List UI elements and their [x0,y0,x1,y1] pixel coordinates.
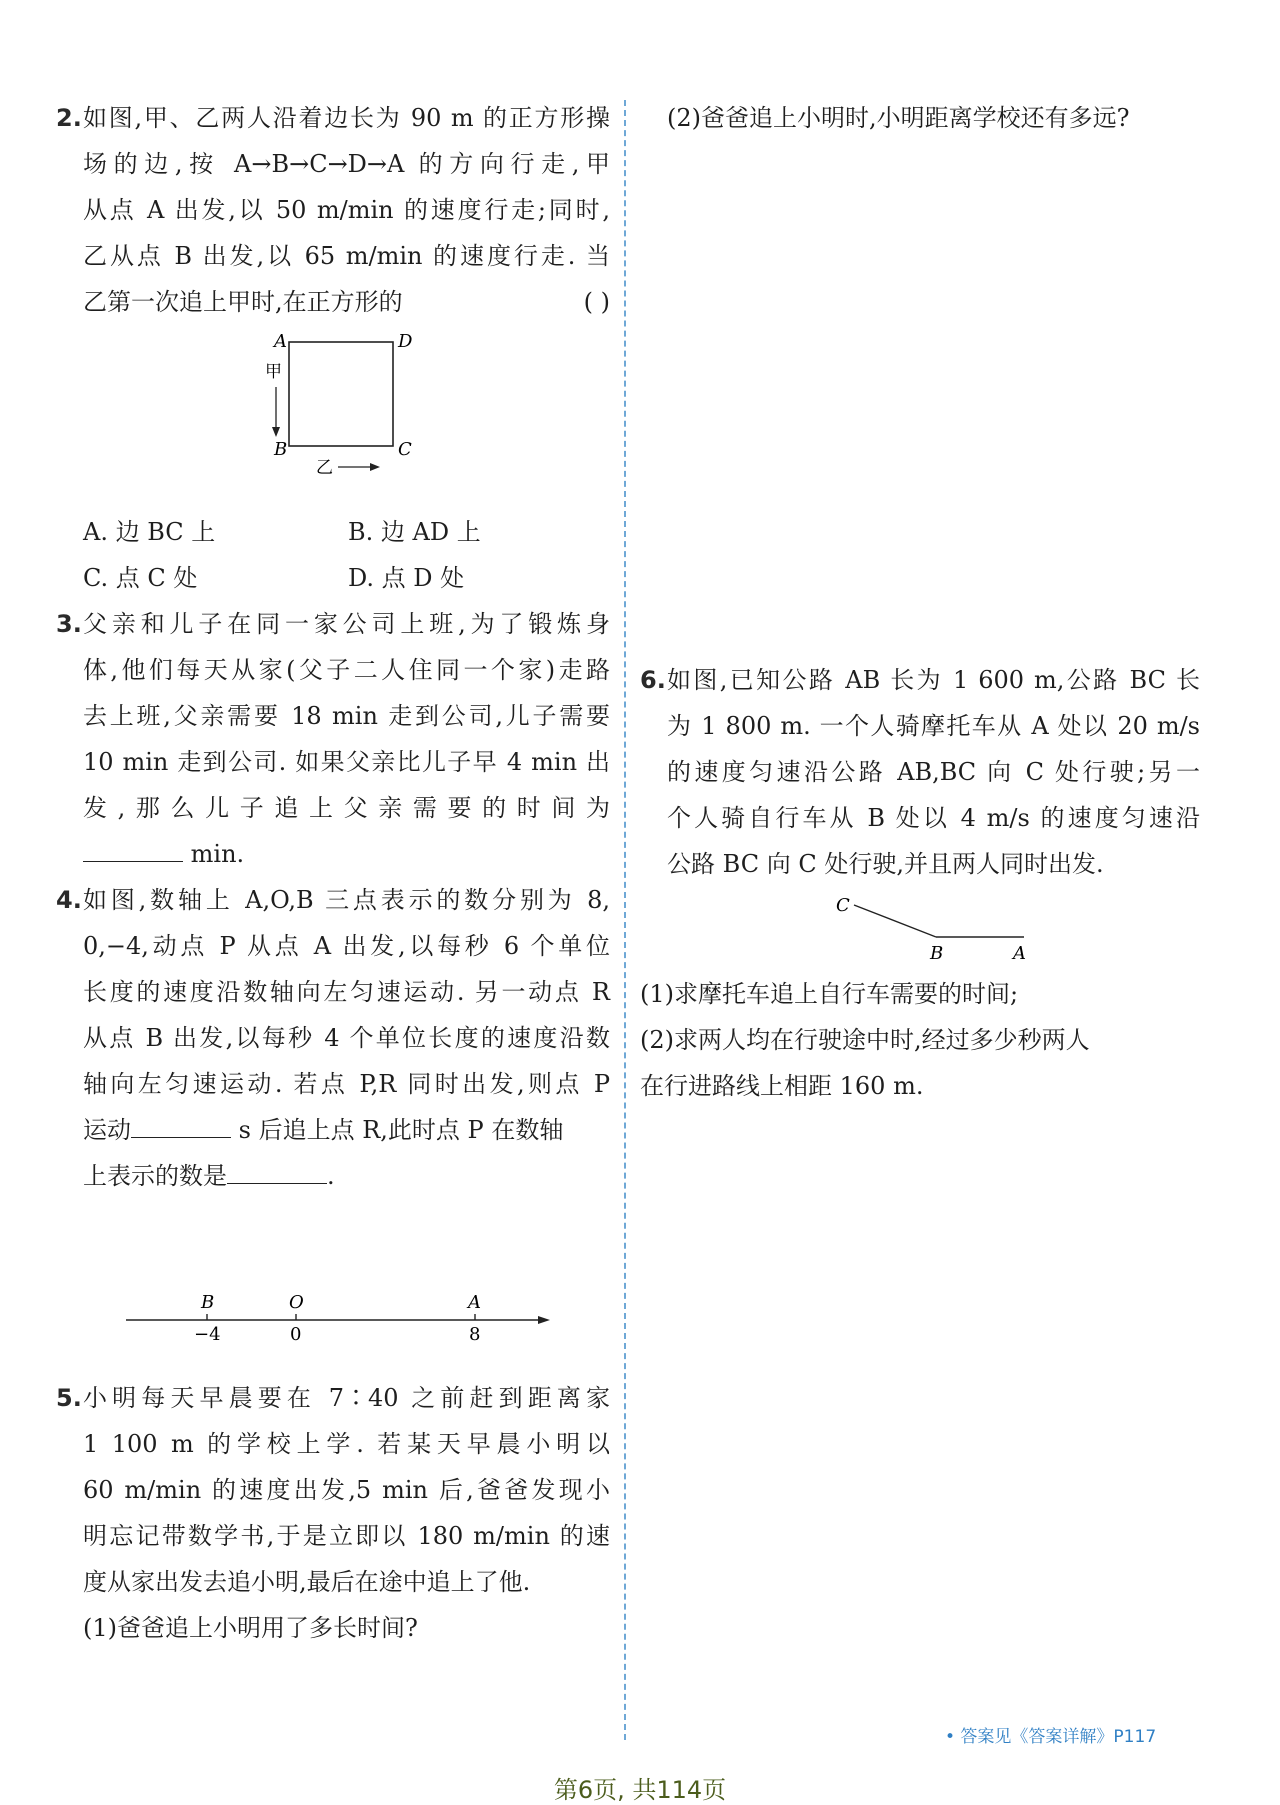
text-line: 如图,数轴上 A,O,B 三点表示的数分别为 8, [83,886,610,914]
label-yi: 乙 [316,458,333,478]
label-b: B [274,439,288,460]
text-line: 长度的速度沿数轴向左匀速运动. 另一动点 R [83,978,610,1006]
text-line: 公路 BC 向 C 处行驶,并且两人同时出发. [667,850,1104,878]
text-line [83,279,610,325]
axis-label-a: A [468,1292,481,1313]
text-line [83,1153,610,1199]
text-line: 轴向左匀速运动. 若点 P,R 同时出发,则点 P [83,1070,610,1098]
label-c: C [398,439,412,460]
axis-value-o: 0 [290,1324,302,1345]
problem-number: 5. [56,1384,82,1412]
text-fragment: . [327,1162,335,1190]
text-fragment: 上表示的数是 [83,1162,227,1190]
sub-questions [640,971,1090,1109]
answer-parentheses: ( ) [583,288,610,316]
problem-text [83,95,610,325]
sub-question-2: (2)求两人均在行驶途中时,经过多少秒两人 [640,1026,1090,1054]
problem-text [667,657,1200,887]
problem-4 [56,877,610,1345]
problem-number: 4. [56,886,82,914]
text-line: 个人骑自行车从 B 处以 4 m/s 的速度匀速沿 [667,804,1200,832]
problem-number: 6. [640,666,666,694]
axis-label-b: B [201,1292,215,1313]
road-label-b: B [930,943,944,963]
text-line [83,831,610,877]
problem-5-continued [640,95,1200,141]
text-fragment: s 后追上点 R,此时点 P 在数轴 [238,1116,564,1144]
option-c[interactable]: C. 点 C 处 [83,564,198,592]
option-a[interactable]: A. 边 BC 上 [83,518,216,546]
text-line: 去上班,父亲需要 18 min 走到公司,儿子需要 [83,702,610,730]
text-line [83,1107,610,1153]
label-a: A [274,331,287,352]
problem-number: 3. [56,610,82,638]
option-d[interactable]: D. 点 D 处 [348,564,465,592]
page-indicator: 第6页, 共114页 [553,1776,727,1804]
sub-question-1: (1)爸爸追上小明用了多长时间? [83,1614,418,1642]
label-jia: 甲 [265,362,282,382]
axis-label-o: O [289,1292,304,1313]
text-line: 10 min 走到公司. 如果父亲比儿子早 4 min 出 [83,748,610,776]
text-line: 60 m/min 的速度出发,5 min 后,爸爸发现小 [83,1476,610,1504]
text-line: 的速度匀速沿公路 AB,BC 向 C 处行驶;另一 [667,758,1200,786]
problem-3 [56,601,610,877]
text-line-content: 乙第一次追上甲时,在正方形的 [83,288,403,316]
text-line: 为 1 800 m. 一个人骑摩托车从 A 处以 20 m/s [667,712,1200,740]
text-line: 从点 B 出发,以每秒 4 个单位长度的速度沿数 [83,1024,610,1052]
square-figure [256,331,456,481]
axis-value-b: −4 [194,1324,221,1345]
text-line: 发,那么儿子追上父亲需要的时间为 [83,794,610,822]
sub-question-2: (2)爸爸追上小明时,小明距离学校还有多远? [667,104,1130,132]
text-line: 小明每天早晨要在 7∶40 之前赶到距离家 [83,1384,610,1412]
road-label-c: C [836,895,850,916]
problem-2 [56,95,610,592]
axis-value-a: 8 [469,1324,481,1345]
problem-5 [56,1375,610,1651]
road-figure [820,893,1040,963]
road-label-a: A [1013,943,1026,963]
text-line: 0,−4,动点 P 从点 A 出发,以每秒 6 个单位 [83,932,610,960]
text-line: 明忘记带数学书,于是立即以 180 m/min 的速 [83,1522,610,1550]
number-line [126,1292,556,1352]
problem-text [83,1375,610,1651]
text-line: 度从家出发去追小明,最后在途中追上了他. [83,1568,531,1596]
sub-question-2-cont: 在行进路线上相距 160 m. [640,1072,924,1100]
option-b[interactable]: B. 边 AD 上 [348,518,481,546]
options [83,509,637,601]
unit-text: min. [190,840,245,868]
text-line: 1 100 m 的学校上学. 若某天早晨小明以 [83,1430,610,1458]
column-divider [624,100,626,1740]
text-line: 乙从点 B 出发,以 65 m/min 的速度行走. 当 [83,242,610,270]
text-line: 从点 A 出发,以 50 m/min 的速度行走;同时, [83,196,610,224]
answer-blank[interactable] [83,837,183,862]
text-line: 如图,已知公路 AB 长为 1 600 m,公路 BC 长 [667,666,1200,694]
text-line: 体,他们每天从家(父子二人住同一个家)走路 [83,656,610,684]
answer-blank[interactable] [131,1113,231,1138]
text-line: 如图,甲、乙两人沿着边长为 90 m 的正方形操 [83,104,610,132]
text-line: 父亲和儿子在同一家公司上班,为了锻炼身 [83,610,610,638]
label-d: D [398,331,413,352]
text-fragment: 运动 [83,1116,131,1144]
answer-reference: • 答案见《答案详解》P117 [945,1727,1157,1747]
problem-number: 2. [56,104,82,132]
answer-blank[interactable] [227,1159,327,1184]
text-line: 场的边,按 A→B→C→D→A 的方向行走,甲 [83,150,610,178]
sub-question-1: (1)求摩托车追上自行车需要的时间; [640,980,1019,1008]
problem-6 [640,657,1200,1100]
problem-text [83,877,610,1199]
problem-text [83,601,610,877]
